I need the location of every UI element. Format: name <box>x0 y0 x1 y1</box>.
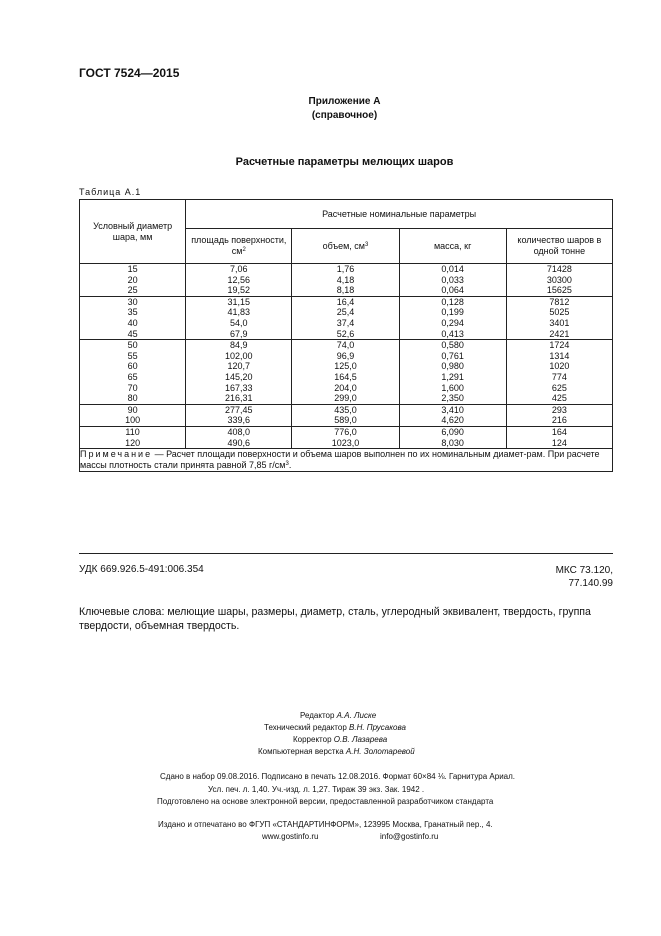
table-cell-area <box>186 404 292 426</box>
table-cell-mass <box>399 340 506 405</box>
cell-value: 145,20 <box>225 371 253 382</box>
table-cell-volume <box>292 264 399 297</box>
keywords: Ключевые слова: мелющие шары, размеры, диаметр, сталь, углеродный эквивалент, твердость, группа твердости, объемная твердость. <box>79 606 591 632</box>
cell-value: 20 <box>127 274 138 285</box>
cell-value: 4,620 <box>441 415 464 426</box>
appendix-label: Приложение А <box>308 96 381 107</box>
cell-value: 625 <box>551 382 567 393</box>
cell-value: 776,0 <box>334 426 357 437</box>
cell-value: 204,0 <box>334 382 357 393</box>
cell-value: 1020 <box>549 361 570 372</box>
table-cell-count <box>506 296 612 339</box>
cell-value: 216 <box>551 415 567 426</box>
table-cell-volume <box>292 426 399 448</box>
cell-value: 16,4 <box>336 296 355 307</box>
cell-value: 8,18 <box>336 285 355 296</box>
table-cell-volume <box>292 404 399 426</box>
imprint-line-4: Издано и отпечатано во ФГУП «СТАНДАРТИНФОРМ», 123995 Москва, Гранатный пер., 4. <box>158 820 493 829</box>
table-row-group <box>80 426 613 448</box>
table-cell-mass <box>399 404 506 426</box>
table-cell-area <box>186 340 292 405</box>
cell-value: 30 <box>127 296 138 307</box>
cell-value: 490,6 <box>227 437 251 448</box>
imprint-email[interactable]: info@gostinfo.ru <box>380 832 439 841</box>
cell-value: 0,033 <box>441 274 464 285</box>
cell-value: 5025 <box>549 307 570 318</box>
cell-value: 6,090 <box>441 426 464 437</box>
cell-value: 15 <box>127 264 138 274</box>
cell-value: 125,0 <box>334 361 357 372</box>
cell-value: 41,83 <box>227 307 251 318</box>
cell-value: 339,6 <box>227 415 251 426</box>
cell-value: 3401 <box>549 317 570 328</box>
imprint-line-3: Подготовлено на основе электронной версии, предоставленной разработчиком стандарта <box>157 797 494 806</box>
cell-value: 0,761 <box>441 350 464 361</box>
credit-corrector: Корректор О.В. Лазарева <box>293 735 388 744</box>
cell-value: 102,00 <box>225 350 253 361</box>
table-label: Таблица А.1 <box>79 187 142 197</box>
imprint-line-1: Сдано в набор 09.08.2016. Подписано в печать 12.08.2016. Формат 60×84 ⅛. Гарнитура Ариал. <box>160 772 516 781</box>
cell-value: 80 <box>127 393 138 404</box>
cell-value: 0,064 <box>441 285 464 296</box>
table-cell-count <box>506 340 612 405</box>
cell-value: 65 <box>127 371 138 382</box>
cell-value: 164 <box>551 426 567 437</box>
cell-value: 589,0 <box>334 415 357 426</box>
cell-value: 0,413 <box>441 328 464 339</box>
cell-value: 167,33 <box>225 382 253 393</box>
header-diameter: Условный диаметр шара, мм <box>80 200 186 264</box>
cell-value: 120 <box>125 437 141 448</box>
cell-value: 216,31 <box>225 393 253 404</box>
header-count: количество шаров в одной тонне <box>506 229 612 264</box>
cell-value: 0,199 <box>441 307 464 318</box>
cell-value: 15625 <box>546 285 572 296</box>
credit-layout: Компьютерная верстка А.Н. Золотаревой <box>258 747 415 756</box>
cell-value: 1,76 <box>336 264 355 274</box>
cell-value: 55 <box>127 350 138 361</box>
header-volume: объем, $см^3$ <box>292 229 399 264</box>
table-cell-mass <box>399 296 506 339</box>
table-cell-volume <box>292 296 399 339</box>
table-cell-area <box>186 426 292 448</box>
cell-value: 7812 <box>549 296 570 307</box>
table-row-group <box>80 264 613 297</box>
parameters-table <box>79 199 613 472</box>
document-header: ГОСТ 7524—2015 <box>79 66 180 80</box>
cell-value: 50 <box>127 340 138 351</box>
cell-value: 0,580 <box>441 340 464 351</box>
table-cell-area <box>186 296 292 339</box>
imprint-line-2: Усл. печ. л. 1,40. Уч.-изд. л. 1,27. Тираж 39 экз. Зак. 1942 . <box>208 785 425 794</box>
table-cell-count <box>506 404 612 426</box>
cell-value: 25,4 <box>336 307 355 318</box>
cell-value: 2,350 <box>441 393 464 404</box>
cell-value: 1,600 <box>441 382 464 393</box>
cell-value: 1314 <box>549 350 570 361</box>
table-cell-area <box>186 264 292 297</box>
cell-value: 30300 <box>546 274 572 285</box>
cell-value: 425 <box>551 393 567 404</box>
cell-value: 164,5 <box>334 371 357 382</box>
cell-value: 31,15 <box>227 296 251 307</box>
cell-value: 277,45 <box>225 404 253 415</box>
cell-value: 71428 <box>546 264 572 274</box>
imprint-website[interactable]: www.gostinfo.ru <box>262 832 319 841</box>
cell-value: 8,030 <box>441 437 464 448</box>
table-cell-d <box>80 264 186 297</box>
cell-value: 70 <box>127 382 138 393</box>
cell-value: 124 <box>551 437 567 448</box>
cell-value: 3,410 <box>441 404 464 415</box>
cell-value: 90 <box>127 404 138 415</box>
cell-value: 0,128 <box>441 296 464 307</box>
cell-value: 54,0 <box>230 317 248 328</box>
table-row-group <box>80 404 613 426</box>
udk-code: УДК 669.926.5-491:006.354 <box>79 564 204 575</box>
cell-value: 110 <box>125 426 140 437</box>
cell-value: 7,06 <box>230 264 248 274</box>
cell-value: 2421 <box>549 328 570 339</box>
cell-value: 84,9 <box>230 340 248 351</box>
cell-value: 40 <box>127 317 138 328</box>
table-row-group <box>80 340 613 405</box>
cell-value: 12,56 <box>227 274 251 285</box>
cell-value: 435,0 <box>334 404 357 415</box>
cell-value: 1724 <box>549 340 570 351</box>
section-title: Расчетные параметры мелющих шаров <box>235 156 454 168</box>
table-cell-volume <box>292 340 399 405</box>
table-cell-count <box>506 426 612 448</box>
cell-value: 35 <box>127 307 138 318</box>
mks-code: МКС 73.120, 77.140.99 <box>555 565 613 589</box>
cell-value: 774 <box>551 371 567 382</box>
cell-value: 96,9 <box>336 350 355 361</box>
cell-value: 0,014 <box>441 264 464 274</box>
cell-value: 120,7 <box>227 361 251 372</box>
cell-value: 25 <box>127 285 138 296</box>
table-cell-d <box>80 404 186 426</box>
cell-value: 293 <box>551 404 567 415</box>
table-cell-d <box>80 426 186 448</box>
appendix-kind: (справочное) <box>311 110 378 121</box>
cell-value: 37,4 <box>336 317 355 328</box>
header-mass: масса, кг <box>399 229 506 264</box>
cell-value: 74,0 <box>336 340 355 351</box>
cell-value: 45 <box>127 328 138 339</box>
cell-value: 100 <box>125 415 141 426</box>
cell-value: 408,0 <box>227 426 251 437</box>
credit-tech-editor: Технический редактор В.Н. Прусакова <box>264 723 406 732</box>
table-cell-count <box>506 264 612 297</box>
cell-value: 1,291 <box>441 371 464 382</box>
cell-value: 0,980 <box>441 361 464 372</box>
header-group: Расчетные номинальные параметры <box>186 200 613 229</box>
cell-value: 67,9 <box>230 328 248 339</box>
table-cell-mass <box>399 426 506 448</box>
table-row-group <box>80 296 613 339</box>
credit-editor: Редактор А.А. Лиске <box>300 711 377 720</box>
cell-value: 19,52 <box>227 285 251 296</box>
cell-value: 60 <box>127 361 138 372</box>
table-cell-mass <box>399 264 506 297</box>
header-area: площадь поверхности, $см^2$ <box>186 229 292 264</box>
table-note: Примечание — Расчет площади поверхности и объема шаров выполнен по их номинальным диамет-рам. При расчете массы плотность стали принята равной 7,85 $г/см^3$. <box>80 449 613 472</box>
cell-value: 299,0 <box>334 393 357 404</box>
table-cell-d <box>80 340 186 405</box>
cell-value: 4,18 <box>336 274 355 285</box>
cell-value: 0,294 <box>441 317 464 328</box>
divider <box>79 553 613 554</box>
cell-value: 1023,0 <box>331 437 360 448</box>
cell-value: 52,6 <box>336 328 355 339</box>
table-cell-d <box>80 296 186 339</box>
